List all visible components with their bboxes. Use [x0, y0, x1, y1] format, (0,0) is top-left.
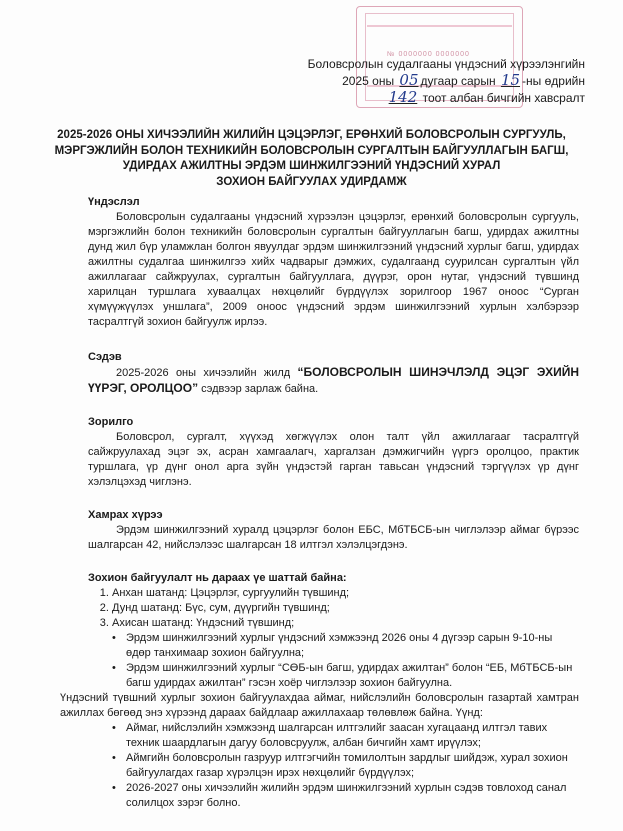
reference-line-1: Боловсролын судалгааны үндэсний хүрээлэнгийн — [307, 57, 585, 71]
handwritten-doc-number: 142 — [388, 88, 418, 106]
document-body — [60, 195, 579, 811]
bullet-list — [88, 631, 579, 691]
section-goal — [88, 415, 579, 490]
list-item: • Аймгийн боловсролын газруур илтгэгчийн томилолтын зардлыг шийдэж, хурал зохион байгуулагдах газар хүрэлцэн ирэх нөхцөлийг бүрдүүлэх; — [112, 752, 568, 779]
section-text: 2025-2026 оны хичээлийн жилд “БОЛОВСРОЛЫН ШИНЭЧЛЭЛД ЭЦЭГ ЭХИЙН ҮҮРЭГ, ОРОЛЦОО” сэдвээр зарлаж байна. — [88, 365, 579, 395]
list-item: • Эрдэм шинжилгээний хурлыг үндэсний хэмжээнд 2026 оны 4 дүгээр сарын 9-10-ны өдөр танхимаар зохион байгуулна; — [112, 632, 553, 659]
bullet-icon: • — [112, 782, 116, 794]
handwritten-day: 15 — [500, 71, 521, 89]
list-item: 3. Ахисан шатанд: Үндэсний түвшинд; — [112, 616, 579, 631]
stages-list — [88, 586, 579, 631]
section-basis — [88, 195, 579, 330]
list-item: • Аймаг, нийслэлийн хэмжээнд шалгарсан илтгэлийг заасан хугацаанд илтгэл тавих техник шаардлагын дагуу боловсруулж, албан бичгийн хамт ирүүлэх; — [112, 722, 548, 749]
section-text: Боловсрол, сургалт, хүүхэд хөгжүүлэх олон талт үйл ажиллагааг тасралтгүй сайжруулахад эцэг эх, асран хамгаалагч, харгалзан дэмжигчийн үүргэ оролцоо, практик туршлага, үр дүнг онол арга зүйн үндэстэй гарган тавьсан үндэсний тэргүүлэх үр дүнг хэлэлцэхэд чиглэнэ. — [88, 431, 579, 488]
document-reference — [308, 56, 585, 106]
bullet-icon: • — [112, 632, 116, 644]
reference-line-2: 2025 оны 05 дугаар сарын 15 -ны өдрийн — [342, 71, 585, 89]
reference-line-3: 142 тоот албан бичгийн хавсралт — [388, 88, 585, 106]
section-text: Эрдэм шинжилгээний хуралд цэцэрлэг болон ЕБС, МбТБСБ-ын чиглэлээр аймаг бүрээс шалгарсан 42, нийслэлээс шалгарсан 18 илтгэл хэлэлцэгдэнэ. — [88, 524, 579, 551]
section-text: Боловсролын судалгааны үндэсний хүрээлэн цэцэрлэг, ерөнхий боловсролын сургууль, мэргэжлийн болон техникийн боловсролын сургалтын байгууллагын багш, удирдах ажилтны дунд жил бүр уламжлан болгон явуулдаг эрдэм шинжилгээний үндэсний хурлыг багш, удирдах ажилтны судалгаа шинжилгээ хийх чадварыг дэмжих, судалгаанд суурилсан сургалтын үйл ажиллагааг сайжруулах, сургалтын байгууллага, дүүрэг, орон нутаг, үндэсний түвшинд харилцан туршлага хуваалцах нөхцөлийг бүрдүүлэх зорилгоор 1967 оноос “Сурган хүмүүжүүлэх уншлага”, 2009 оноос үндэсний эрдэм шинжилгээний хурлын хэлбэрээр тасралтгүй зохион байгуулж ирлээ. — [88, 211, 579, 328]
stamp-line — [367, 25, 512, 27]
section-heading: Үндэслэл — [88, 196, 140, 208]
bullet-icon: • — [112, 722, 116, 734]
section-heading: Зорилго — [88, 416, 134, 428]
list-item: 2. Дунд шатанд: Бүс, сум, дүүргийн түвшинд; — [112, 601, 579, 616]
list-item: 1. Анхан шатанд: Цэцэрлэг, сургуулийн түвшинд; — [112, 586, 579, 601]
document-title: 2025-2026 ОНЫ ХИЧЭЭЛИЙН ЖИЛИЙН ЦЭЦЭРЛЭГ, ЕРӨНХИЙ БОЛОВСРОЛЫН СУРГУУЛЬ, МЭРГЭЖЛИЙН БОЛОН ТЕХНИКИЙН БОЛОВСРОЛЫН СУРГАЛТЫН БАЙГУУЛЛАГЫН БАГШ, УДИРДАХ АЖИЛТНЫ ЭРДЭМ ШИНЖИЛГЭЭНИЙ ҮНДЭСНИЙ ХУРАЛ ЗОХИОН БАЙГУУЛАХ УДИРДАМЖ — [54, 129, 569, 188]
section-organization — [60, 571, 579, 811]
section-heading: Сэдэв — [88, 351, 122, 363]
list-item: • Эрдэм шинжилгээний хурлыг “СӨБ-ын багш, удирдах ажилтан” болон “ЕБ, МбТБСБ-ын багш удирдах ажилтан” гэсэн хоёр чиглэлээр зохион байгуулна. — [112, 662, 573, 689]
handwritten-month: 05 — [399, 71, 419, 89]
organization-note: Үндэсний түвшний хурлыг зохион байгуулахдаа аймаг, нийслэлийн боловсролын газартай хамтран ажиллах бөгөөд энэ хүрээнд дараах байдлаар ажиллахаар төлөвлөж байна. Үүнд: — [60, 692, 579, 719]
section-heading: Зохион байгуулалт нь дараах үе шаттай байна: — [88, 572, 347, 584]
section-theme — [88, 350, 579, 397]
stamp-number: № 0000000 0000000 — [387, 51, 470, 58]
bullet-icon: • — [112, 752, 116, 764]
list-item: • 2026-2027 оны хичээлийн жилийн эрдэм шинжилгээний хурлын сэдэв товлоход санал солилцох зэрэг болно. — [112, 782, 567, 809]
bullet-list — [88, 721, 579, 811]
bullet-icon: • — [112, 662, 116, 674]
section-heading: Хамрах хүрээ — [88, 509, 163, 521]
section-scope — [88, 508, 579, 553]
theme-title: “БОЛОВСРОЛЫН ШИНЭЧЛЭЛД ЭЦЭГ ЭХИЙН ҮҮРЭГ, ОРОЛЦОО” — [88, 365, 579, 395]
